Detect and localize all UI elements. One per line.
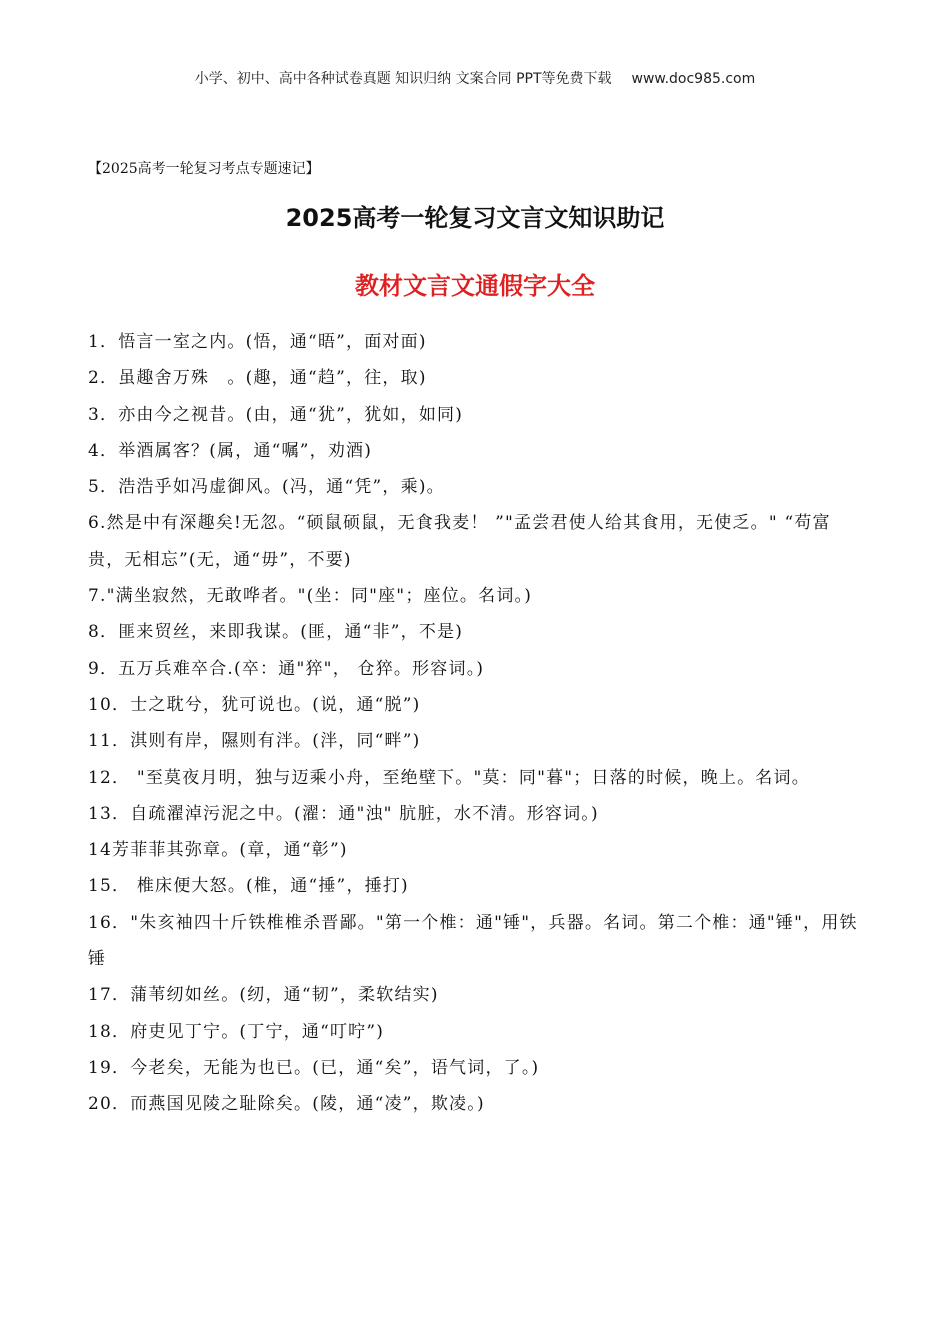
list-item: 18．府吏见丁宁。(丁宁，通“叮咛”): [88, 1021, 385, 1042]
list-item: 17．蒲苇纫如丝。(纫，通“韧”，柔软结实): [88, 985, 439, 1006]
page-title: 2025高考一轮复习文言文知识助记: [285, 204, 665, 232]
list-item: 1．悟言一室之内。(悟，通“晤”，面对面): [88, 332, 427, 352]
list-item: 20．而燕国见陵之耻除矣。(陵，通“凌”，欺凌。): [88, 1094, 485, 1115]
page-header: [0, 68, 950, 88]
list-item: 16．"朱亥袖四十斤铁椎椎杀晋鄙。"第一个椎：通"锤"，兵器。名词。第二个椎：通"锤"，用铁锤: [88, 912, 858, 970]
list-item: 19．今老矣，无能为也已。(已，通“矣”，语气词，了。): [88, 1057, 540, 1078]
list-item: 8．匪来贸丝，来即我谋。(匪，通“非”，不是): [88, 622, 464, 643]
list-item: 7."满坐寂然，无敢哗者。"(坐：同"座"；座位。名词。): [88, 586, 533, 607]
list-item: 2．虽趣舍万殊 。(趣，通“趋”，往，取): [88, 368, 427, 389]
list-item: 15． 椎床便大怒。(椎，通“捶”，捶打): [88, 876, 409, 897]
list-item: 4．举酒属客？(属，通“嘱”，劝酒): [88, 440, 373, 461]
list-item: 13．自疏濯淖污泥之中。(濯：通"浊" 肮脏，水不清。形容词。): [88, 803, 599, 824]
section-title: 教材文言文通假字大全: [355, 272, 595, 300]
list-item: 9．五万兵难卒合.(卒：通"猝"， 仓猝。形容词。): [88, 658, 485, 679]
header-text: 小学、初中、高中各种试卷真题 知识归纳 文案合同 PPT等免费下载: [194, 71, 612, 87]
list-item: 3．亦由今之视昔。(由，通“犹”，犹如，如同): [88, 404, 464, 425]
list-item: 6.然是中有深趣矣!无忽。“硕鼠硕鼠，无食我麦！ ”"孟尝君使人给其食用，无使乏。" “苟富贵，无相忘”(无，通“毋”，不要): [88, 513, 831, 570]
list-item: 5．浩浩乎如冯虚御风。(冯，通“凭”，乘)。: [88, 477, 445, 498]
entry-list: [88, 324, 863, 1123]
list-item: 11．淇则有岸，隰则有泮。(泮，同“畔”): [88, 731, 421, 752]
list-item: 14芳菲菲其弥章。(章，通“彰”): [88, 840, 348, 861]
list-item: 12． "至莫夜月明，独与迈乘小舟，至绝壁下。"莫：同"暮"；日落的时候，晚上。名词。: [88, 767, 810, 788]
list-item: 10．士之耽兮，犹可说也。(说，通“脱”): [88, 694, 421, 715]
topic-tag: 【2025高考一轮复习考点专题速记】: [88, 161, 320, 177]
header-site-link[interactable]: www.doc985.com: [631, 71, 756, 87]
